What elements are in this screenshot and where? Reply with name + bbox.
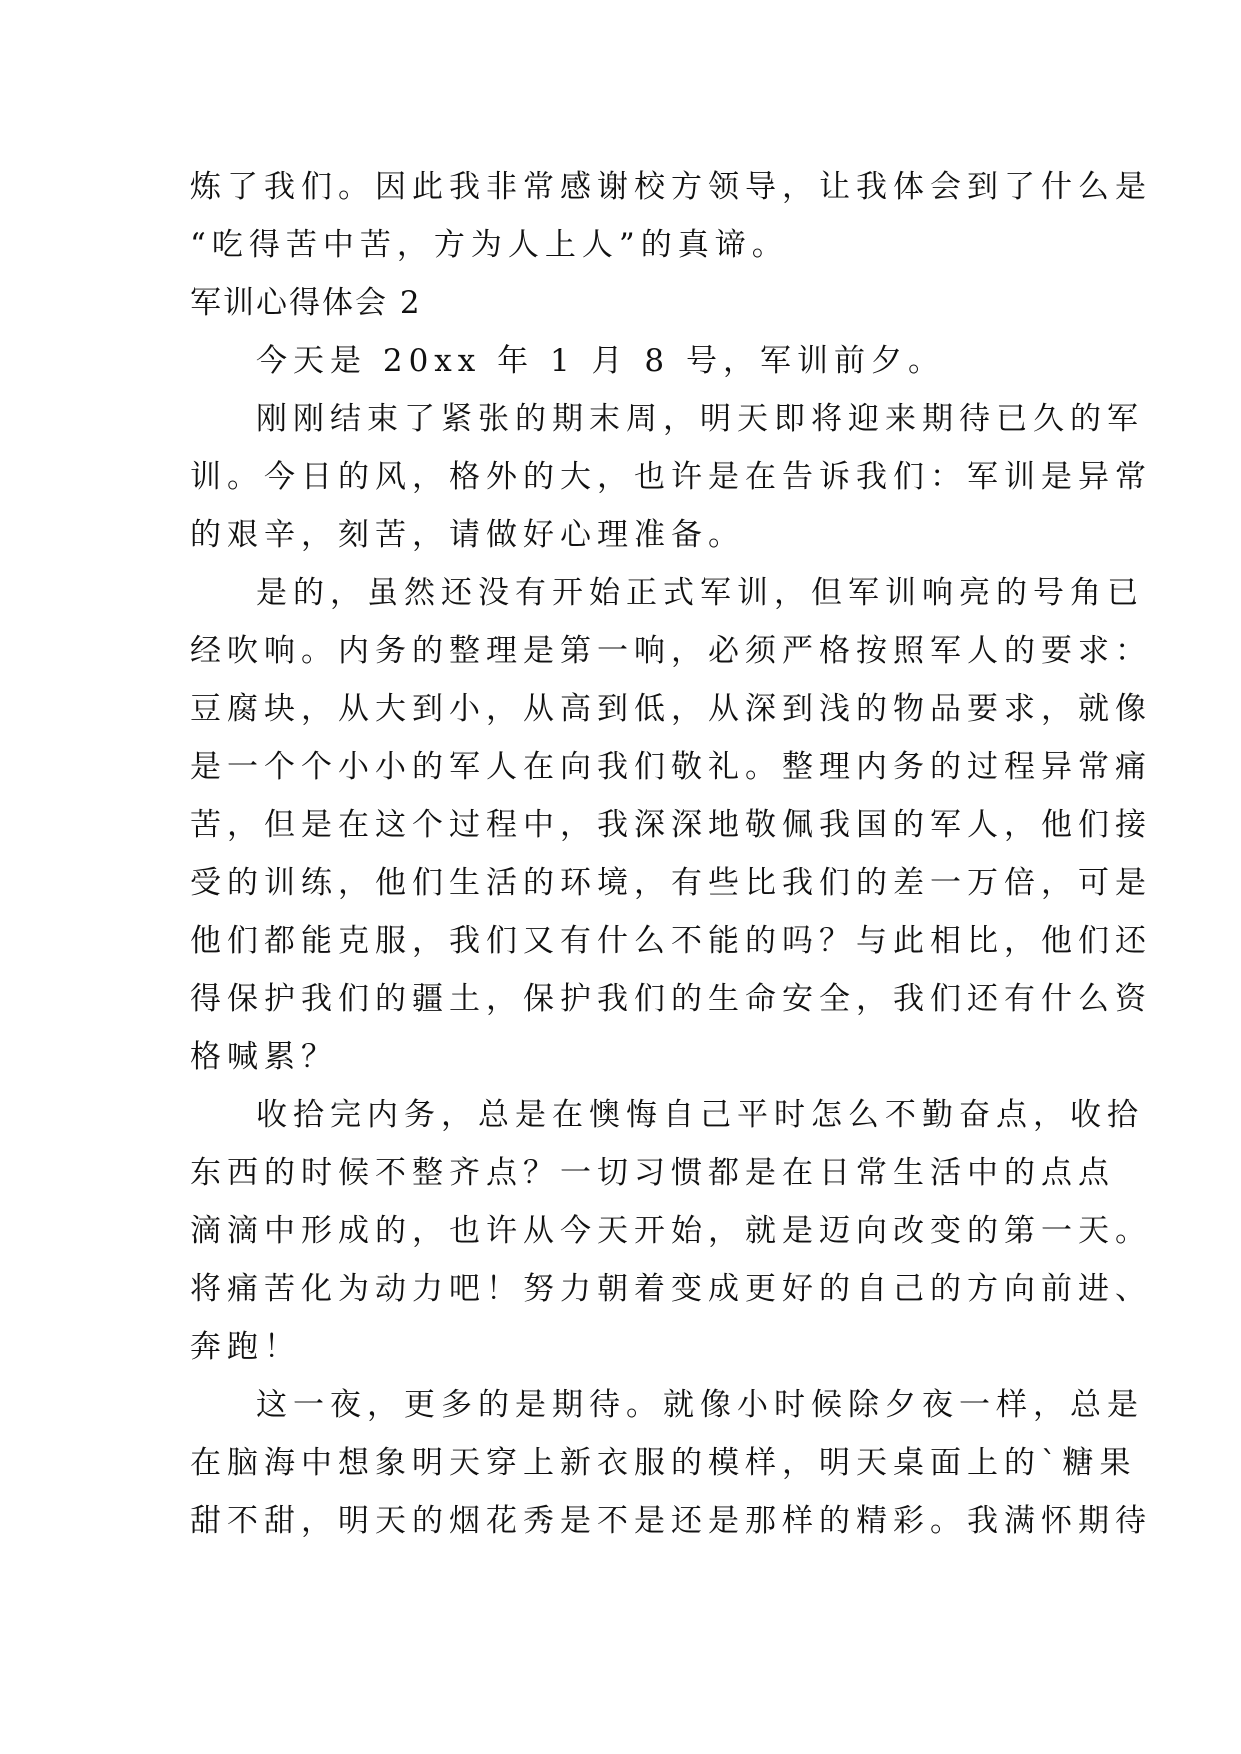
text-line: 得保护我们的疆土，保护我们的生命安全，我们还有什么资 xyxy=(190,981,1152,1017)
text-line: 训。今日的风，格外的大，也许是在告诉我们：军训是异常 xyxy=(190,459,1152,495)
text-line: 刚刚结束了紧张的期末周，明天即将迎来期待已久的军 xyxy=(256,401,1144,437)
text-line: 豆腐块，从大到小，从高到低，从深到浅的物品要求，就像 xyxy=(190,691,1152,727)
text-line: 的艰辛，刻苦，请做好心理准备。 xyxy=(190,517,745,553)
paragraph xyxy=(190,564,1152,1086)
text-line: 格喊累？ xyxy=(190,1039,338,1075)
text-line: 苦，但是在这个过程中，我深深地敬佩我国的军人，他们接 xyxy=(190,807,1152,843)
paragraph xyxy=(190,1086,1152,1376)
text-line: 他们都能克服，我们又有什么不能的吗？与此相比，他们还 xyxy=(190,923,1152,959)
text-line: 甜不甜，明天的烟花秀是不是还是那样的精彩。我满怀期待 xyxy=(190,1503,1152,1539)
text-line: “吃得苦中苦，方为人上人”的真谛。 xyxy=(190,227,789,263)
text-line: 受的训练，他们生活的环境，有些比我们的差一万倍，可是 xyxy=(190,865,1152,901)
text-line: 经吹响。内务的整理是第一响，必须严格按照军人的要求： xyxy=(190,633,1152,669)
text-line: 将痛苦化为动力吧！努力朝着变成更好的自己的方向前进、 xyxy=(190,1271,1152,1307)
text-line: 是一个个小小的军人在向我们敬礼。整理内务的过程异常痛 xyxy=(190,749,1152,785)
text-line: 奔跑！ xyxy=(190,1329,301,1365)
text-line: 滴滴中形成的，也许从今天开始，就是迈向改变的第一天。 xyxy=(190,1213,1152,1249)
text-line: 在脑海中想象明天穿上新衣服的模样，明天桌面上的`糖果 xyxy=(190,1445,1137,1481)
paragraph xyxy=(190,1376,1152,1550)
paragraph xyxy=(190,390,1152,564)
document-body xyxy=(190,158,1152,1550)
text-line: 炼了我们。因此我非常感谢校方领导，让我体会到了什么是 xyxy=(190,169,1152,205)
text-line: 这一夜，更多的是期待。就像小时候除夕夜一样，总是 xyxy=(256,1387,1144,1423)
paragraph xyxy=(190,332,1050,390)
text-line: 东西的时候不整齐点？一切习惯都是在日常生活中的点点 xyxy=(190,1155,1115,1191)
text-line: 是的，虽然还没有开始正式军训，但军训响亮的号角已 xyxy=(256,575,1144,611)
text-line: 收拾完内务，总是在懊悔自己平时怎么不勤奋点，收拾 xyxy=(256,1097,1144,1133)
text-line: 今天是 20xx 年 1 月 8 号，军训前夕。 xyxy=(256,343,945,379)
section-title: 军训心得体会 2 xyxy=(190,285,422,321)
